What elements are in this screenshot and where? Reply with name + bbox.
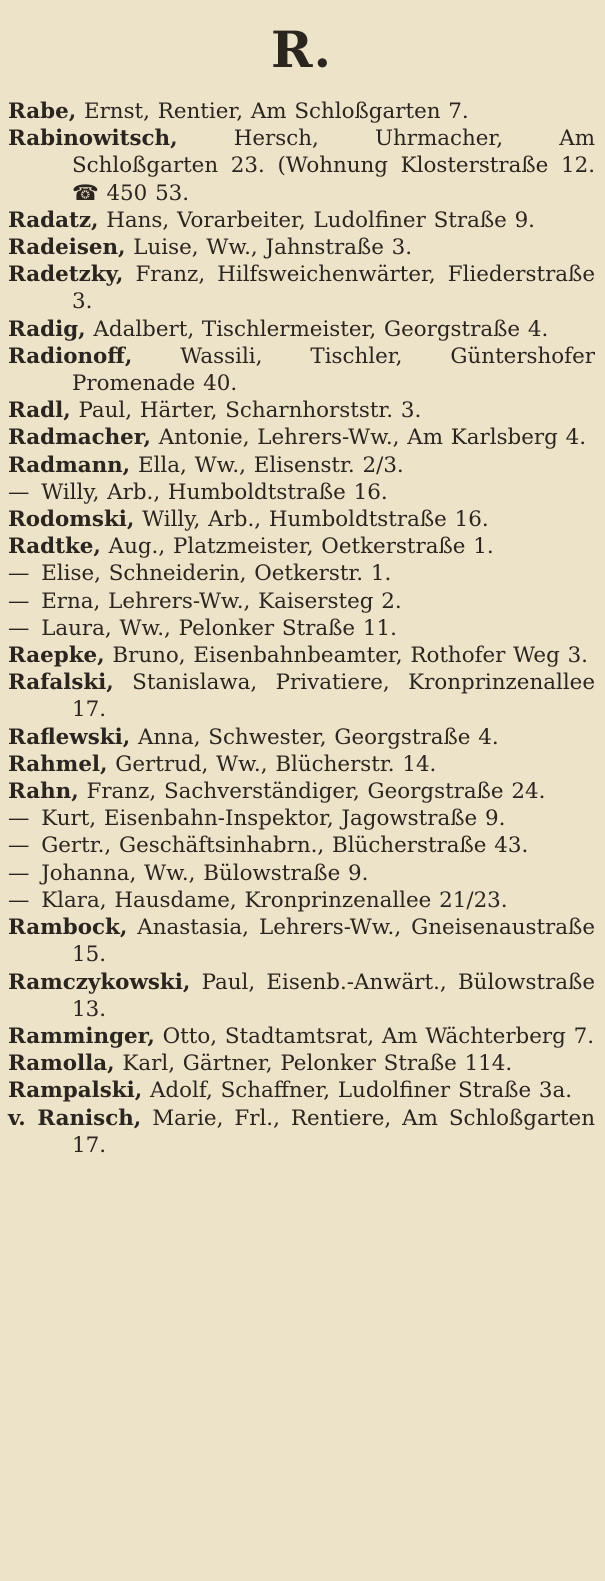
directory-entry (8, 805, 595, 832)
entry-details: Antonie, Lehrers-Ww., Am Karlsberg 4. (150, 425, 587, 451)
entry-details: Wassili, Tischler, Güntershofer Promenade 40. (72, 343, 595, 397)
ditto-dash: — (8, 479, 30, 505)
surname: Radl, (8, 398, 71, 424)
directory-entry (8, 642, 595, 669)
surname: Ramczykowski, (8, 969, 191, 995)
surname: Raflewski, (8, 724, 131, 750)
directory-entry (8, 343, 595, 397)
directory-entry (8, 98, 595, 125)
entry-details: Franz, Sachverständiger, Georgstraße 24. (78, 779, 546, 805)
surname: Radionoff, (8, 343, 133, 369)
directory-entry (8, 860, 595, 887)
directory-entry (8, 615, 595, 642)
entry-details: Otto, Stadtamtsrat, Am Wächterberg 7. (154, 1023, 595, 1049)
directory-entry (8, 1050, 595, 1077)
ditto-dash: — (8, 860, 30, 886)
directory-entry (8, 424, 595, 451)
entry-details: Klara, Hausdame, Kronprinzenallee 21/23. (33, 887, 508, 913)
entry-details: Paul, Härter, Scharnhorststr. 3. (70, 398, 422, 424)
surname: Rafalski, (8, 670, 114, 696)
surname: Rahn, (8, 779, 79, 805)
entry-details: Elise, Schneiderin, Oetkerstr. 1. (33, 561, 392, 587)
surname: Radmacher, (8, 425, 151, 451)
directory-entry (8, 832, 595, 859)
entry-details: Laura, Ww., Pelonker Straße 11. (33, 615, 397, 641)
surname: Rodomski, (8, 507, 135, 533)
entry-details: Paul, Eisenb.-Anwärt., Bülowstraße 13. (72, 969, 595, 1022)
entry-details: Anna, Schwester, Georgstraße 4. (130, 724, 499, 750)
surname: Ranisch, (25, 1105, 142, 1131)
surname: Rabinowitsch, (8, 126, 178, 152)
entry-details: Hans, Vorarbeiter, Ludolfiner Straße 9. (98, 207, 535, 233)
entry-details: Ella, Ww., Elisenstr. 2/3. (130, 452, 404, 478)
directory-entry (8, 969, 595, 1023)
entry-details: Willy, Arb., Humboldtstraße 16. (134, 507, 489, 533)
surname: Radmann, (8, 452, 131, 478)
directory-entry (8, 397, 595, 424)
ditto-dash: — (8, 561, 30, 587)
directory-entry (8, 778, 595, 805)
entry-details: Bruno, Eisenbahnbeamter, Rothofer Weg 3. (104, 643, 588, 669)
entry-details: Willy, Arb., Humboldtstraße 16. (33, 479, 388, 505)
directory-entry (8, 452, 595, 479)
directory-entry (8, 588, 595, 615)
directory-entry (8, 479, 595, 506)
entry-details: Marie, Frl., Rentiere, Am Schloßgarten 17. (72, 1105, 595, 1158)
entry-details: Johanna, Ww., Bülowstraße 9. (33, 860, 369, 886)
surname: Rampalski, (8, 1078, 143, 1104)
entry-details: Erna, Lehrers-Ww., Kaisersteg 2. (33, 588, 402, 614)
directory-entry (8, 669, 595, 723)
surname: Rambock, (8, 915, 128, 941)
surname: Radig, (8, 316, 86, 342)
section-letter-heading: R. (271, 20, 332, 79)
directory-entry (8, 1023, 595, 1050)
directory-entry (8, 1077, 595, 1104)
surname: Raepke, (8, 643, 105, 669)
name-prefix: v. (8, 1105, 26, 1131)
entry-details: Luise, Ww., Jahnstraße 3. (125, 235, 413, 261)
directory-entry (8, 533, 595, 560)
surname: Radetzky, (8, 262, 124, 288)
directory-entry (8, 560, 595, 587)
directory-entry (8, 234, 595, 261)
surname: Radtke, (8, 534, 101, 560)
entry-details: Anastasia, Lehrers-Ww., Gneisenaustraße 15. (72, 915, 595, 968)
directory-entry (8, 751, 595, 778)
surname: Ramolla, (8, 1051, 115, 1077)
directory-entry (8, 506, 595, 533)
surname: Radeisen, (8, 235, 126, 261)
entry-details: Hersch, Uhrmacher, Am Schloßgarten 23. (Wohnung Klosterstraße 12. ☎ 450 53. (72, 126, 595, 206)
directory-entry (8, 724, 595, 751)
directory-entry (8, 887, 595, 914)
directory-entry (8, 207, 595, 234)
directory-entry (8, 1105, 595, 1159)
entry-details: Karl, Gärtner, Pelonker Straße 114. (114, 1051, 513, 1077)
directory-entries (8, 98, 595, 1159)
surname: Rahmel, (8, 751, 108, 777)
ditto-dash: — (8, 588, 30, 614)
entry-details: Adalbert, Tischlermeister, Georgstraße 4. (85, 316, 549, 342)
entry-details: Aug., Platzmeister, Oetkerstraße 1. (100, 534, 494, 560)
ditto-dash: — (8, 833, 30, 859)
directory-entry (8, 316, 595, 343)
entry-details: Franz, Hilfsweichenwärter, Fliederstraße 3. (72, 262, 595, 315)
ditto-dash: — (8, 615, 30, 641)
ditto-dash: — (8, 887, 30, 913)
directory-entry (8, 261, 595, 315)
ditto-dash: — (8, 806, 30, 832)
directory-entry (8, 125, 595, 207)
entry-details: Adolf, Schaffner, Ludolfiner Straße 3a. (142, 1078, 573, 1104)
surname: Rabe, (8, 99, 77, 124)
surname: Radatz, (8, 207, 99, 233)
entry-details: Gertr., Geschäftsinhabrn., Blücherstraße 43. (33, 833, 529, 859)
directory-entry (8, 914, 595, 968)
surname: Ramminger, (8, 1023, 155, 1049)
entry-details: Gertrud, Ww., Blücherstr. 14. (107, 751, 437, 777)
entry-details: Stanislawa, Privatiere, Kronprinzenallee 17. (72, 670, 595, 723)
entry-details: Kurt, Eisenbahn-Inspektor, Jagowstraße 9. (33, 806, 506, 832)
entry-details: Ernst, Rentier, Am Schloßgarten 7. (76, 99, 469, 124)
